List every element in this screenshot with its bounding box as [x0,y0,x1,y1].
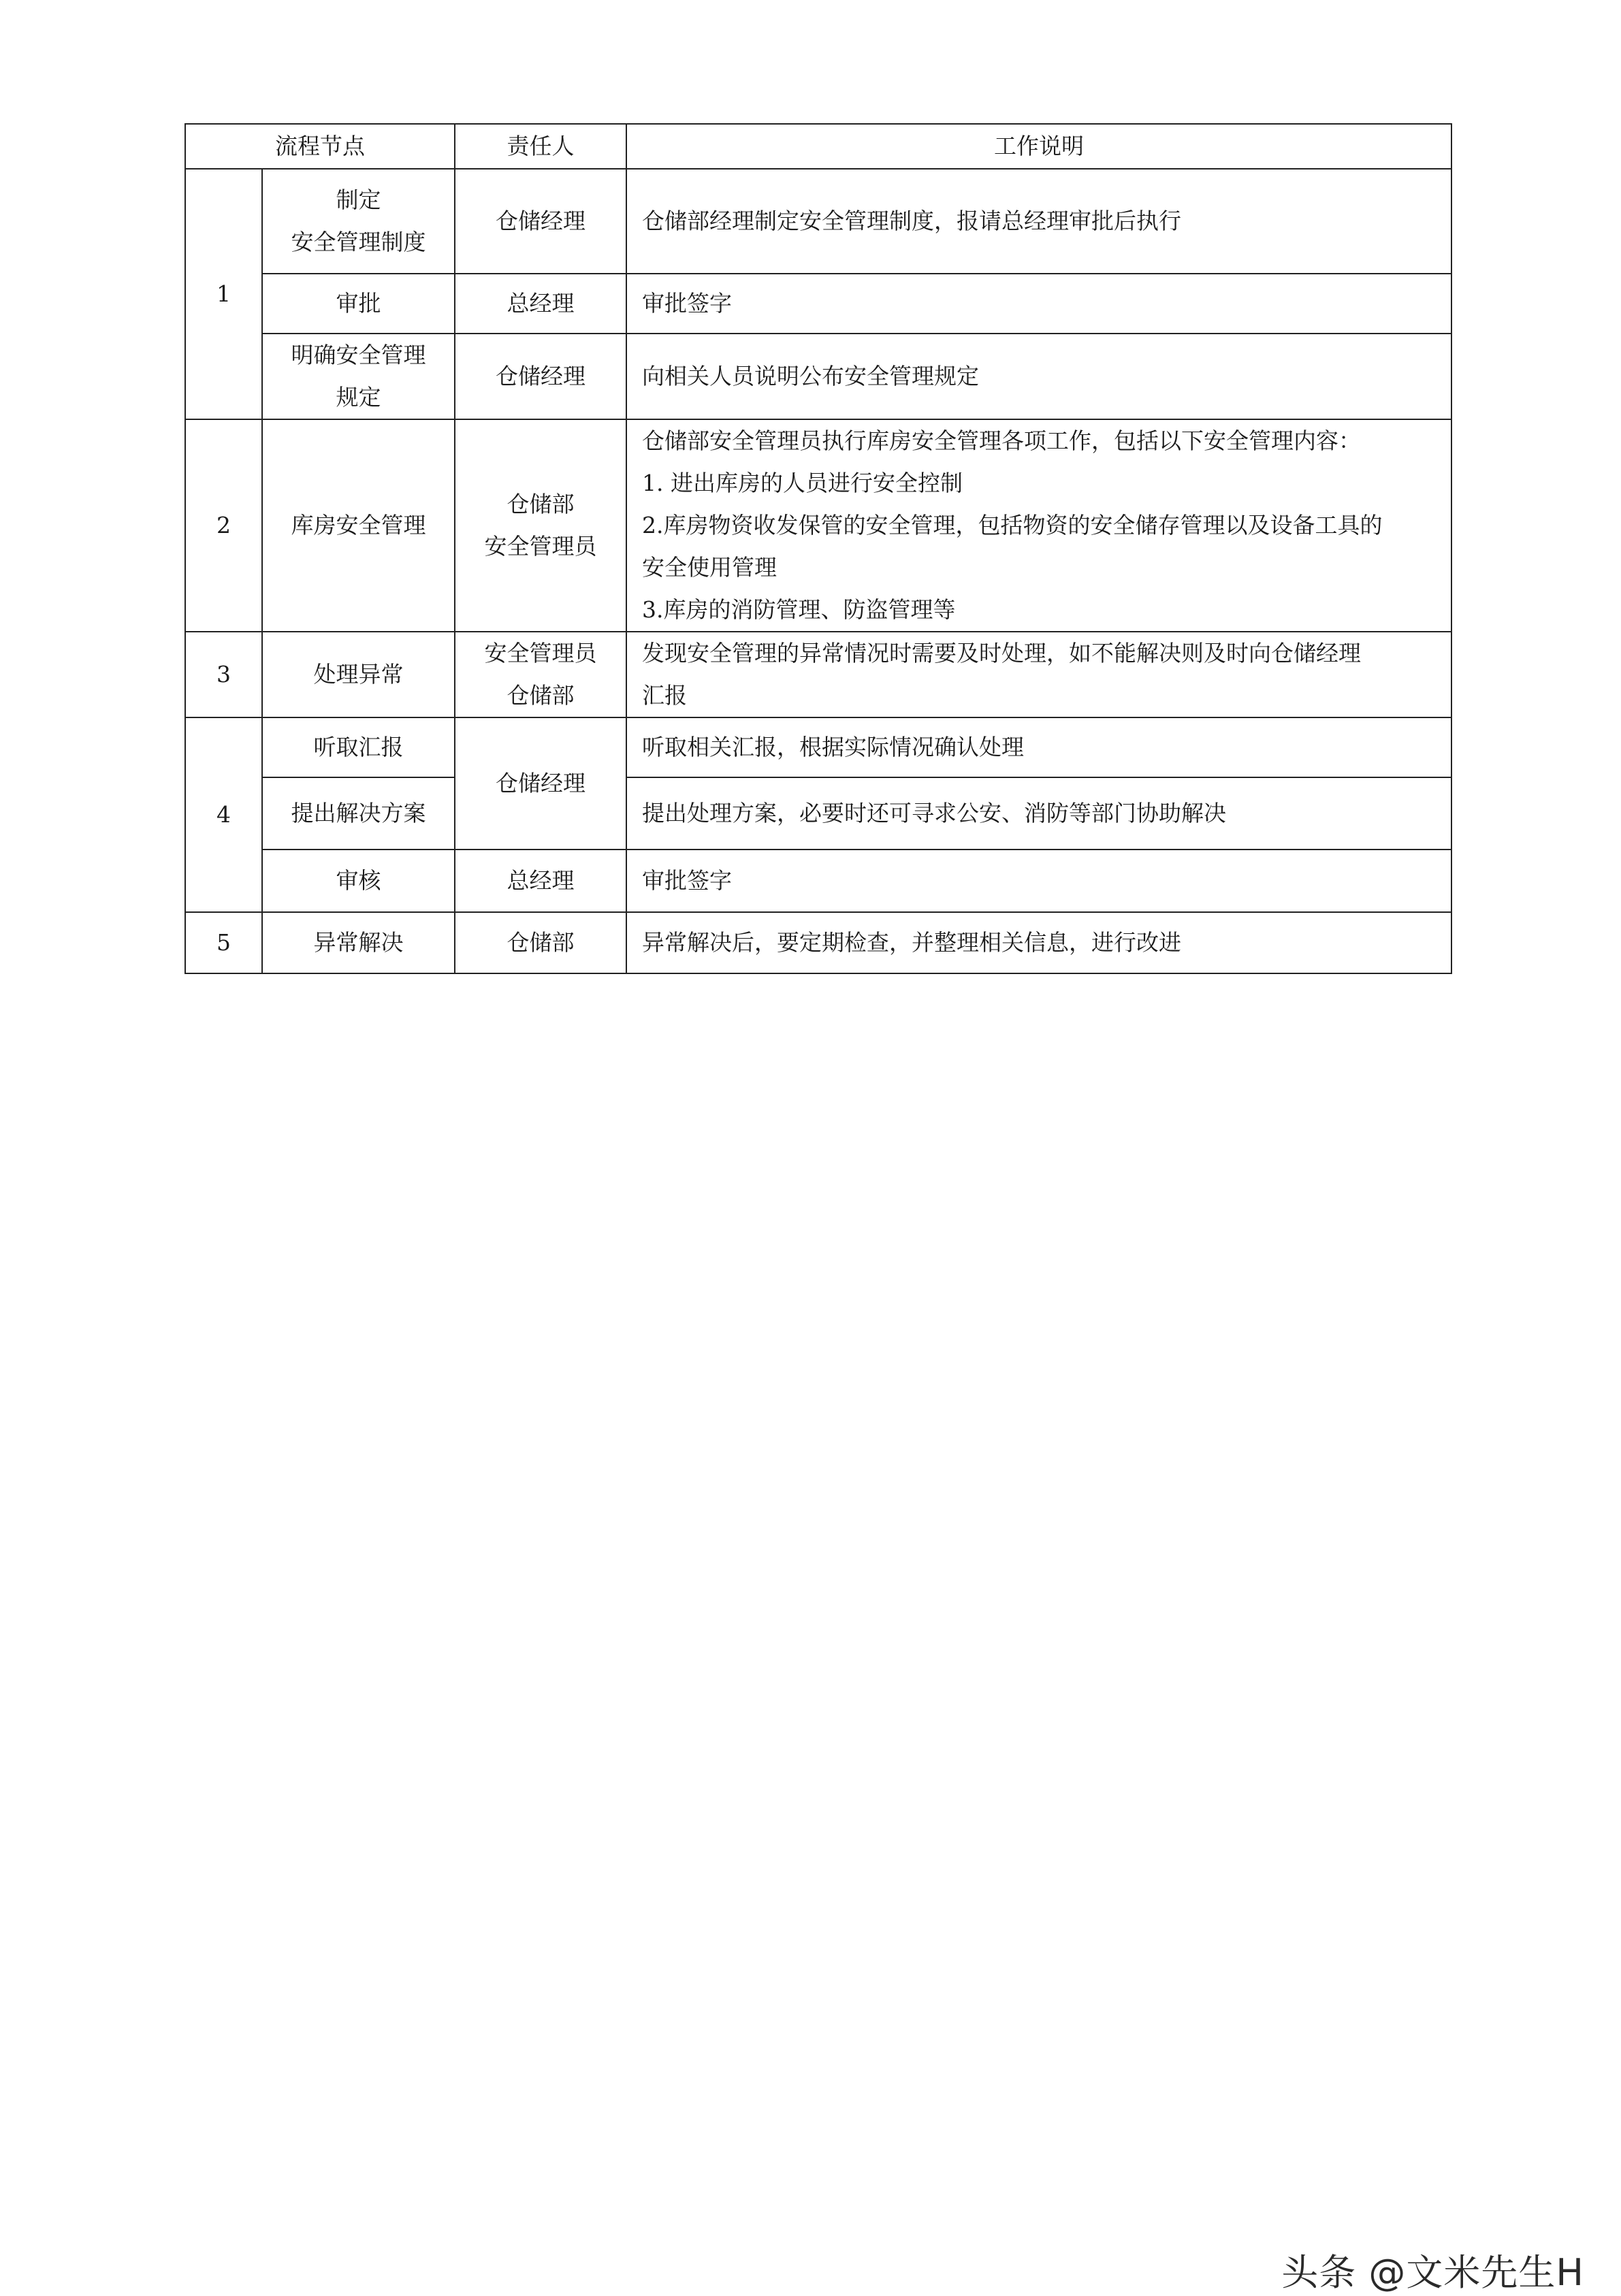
table-row [185,169,1451,274]
header-owner: 责任人 [455,124,626,169]
description-cell: 向相关人员说明公布安全管理规定 [626,334,1451,419]
process-node: 明确安全管理 规定 [262,334,455,419]
step-number: 3 [185,632,262,717]
description-line: 2.库房物资收发保管的安全管理，包括物资的安全储存管理以及设备工具的 [642,512,1383,538]
owner-cell: 总经理 [455,850,626,912]
step-number: 5 [185,912,262,973]
table-row [185,912,1451,973]
description-line: 安全使用管理 [642,554,777,581]
description-cell: 审批签字 [626,274,1451,334]
owner-cell: 仓储经理 [455,169,626,274]
table-row [185,274,1451,334]
header-process-node: 流程节点 [185,124,455,169]
process-table [184,123,1452,974]
description-line: 汇报 [642,682,687,709]
description-cell: 审批签字 [626,850,1451,912]
owner-cell: 仓储经理 [455,334,626,419]
table-header-row [185,124,1451,169]
owner-cell: 仓储部 [455,912,626,973]
owner-cell: 仓储经理 [455,717,626,850]
process-node: 听取汇报 [262,717,455,777]
header-description: 工作说明 [626,124,1451,169]
description-cell [626,632,1451,717]
description-line: 发现安全管理的异常情况时需要及时处理，如不能解决则及时向仓储经理 [642,640,1361,666]
table-row [185,419,1451,632]
process-node: 异常解决 [262,912,455,973]
process-node: 制定 安全管理制度 [262,169,455,274]
process-node: 处理异常 [262,632,455,717]
description-line: 1. 进出库房的人员进行安全控制 [642,470,963,496]
table-row [185,334,1451,419]
owner-cell: 仓储部 安全管理员 [455,419,626,632]
description-cell: 仓储部经理制定安全管理制度，报请总经理审批后执行 [626,169,1451,274]
table-row [185,717,1451,777]
step-number: 4 [185,717,262,912]
process-node: 提出解决方案 [262,777,455,850]
table-row [185,632,1451,717]
description-cell: 提出处理方案，必要时还可寻求公安、消防等部门协助解决 [626,777,1451,850]
description-line: 仓储部安全管理员执行库房安全管理各项工作，包括以下安全管理内容： [642,427,1361,454]
owner-cell: 安全管理员 仓储部 [455,632,626,717]
description-cell [626,419,1451,632]
process-node: 审批 [262,274,455,334]
process-node: 审核 [262,850,455,912]
process-node: 库房安全管理 [262,419,455,632]
owner-cell: 总经理 [455,274,626,334]
step-number: 1 [185,169,262,419]
description-cell: 听取相关汇报，根据实际情况确认处理 [626,717,1451,777]
table-row [185,850,1451,912]
description-line: 3.库房的消防管理、防盗管理等 [642,596,956,623]
table-row [185,777,1451,850]
step-number: 2 [185,419,262,632]
description-cell: 异常解决后，要定期检查，并整理相关信息，进行改进 [626,912,1451,973]
watermark: 头条 @文米先生H [1281,2251,1584,2294]
